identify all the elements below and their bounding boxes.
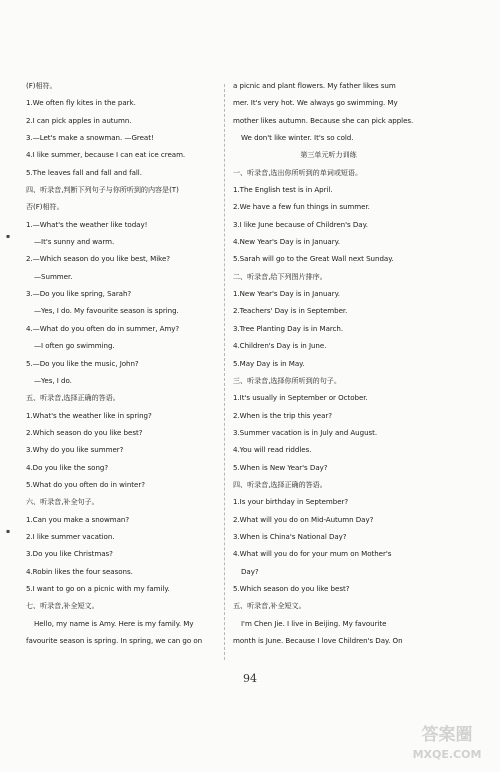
text-line: 3.Summer vacation is in July and August. [233,427,378,437]
section-heading: 五、听录音,补全短文。 [233,601,306,611]
column-divider [224,84,225,660]
text-line: 5.Which season do you like best? [233,583,350,593]
section-heading: 四、听录音,判断下列句子与你所听到的内容是(T) [26,185,179,195]
text-line: favourite season is spring. In spring, we can go on [26,636,203,645]
text-line: (F)相符。 [26,81,57,90]
text-line: 3.—Do you like spring, Sarah? [26,289,132,299]
text-line: 4.New Year's Day is in January. [233,237,340,247]
text-line: 5.I want to go on a picnic with my family. [26,583,170,593]
watermark-bottom-text: MXQE.COM [412,748,482,761]
text-line: 3.I like June because of Children's Day. [233,219,368,229]
text-line: 3.—Let's make a snowman. —Great! [26,133,154,143]
text-line: —Yes, I do. My favourite season is spring. [34,306,179,316]
text-line: 3.When is China's National Day? [233,531,347,541]
text-line: —I often go swimming. [34,341,115,351]
text-line: 3.Why do you like summer? [26,445,124,455]
text-line: I'm Chen Jie. I live in Beijing. My favourite [241,618,387,628]
text-line: 4.—What do you often do in summer, Amy? [26,323,180,333]
text-line: 1.Is your birthday in September? [233,497,349,507]
text-line: 2.Which season do you like best? [26,427,143,437]
watermark-top-text: 答案圈 [421,725,473,745]
binding-mark: ▪ [6,233,11,240]
text-line: 5.What do you often do in winter? [26,479,145,489]
text-line: —It's sunny and warm. [34,237,115,247]
text-line: 1.It's usually in September or October. [233,393,368,403]
text-line: 2.When is the trip this year? [233,410,332,420]
text-line: 2.—Which season do you like best, Mike? [26,254,170,264]
text-line: 4.You will read riddles. [233,445,312,455]
text-line: 4.Children's Day is in June. [233,341,327,351]
text-line: 5.Sarah will go to the Great Wall next Sunday. [233,254,394,264]
text-line: 2.We have a few fun things in summer. [233,202,370,212]
section-heading: 四、听录音,选择正确的答语。 [233,479,327,489]
page-number: 94 [243,672,257,685]
binding-mark: ▪ [6,528,11,535]
text-line: —Yes, I do. [34,375,72,385]
text-line: 2.I can pick apples in autumn. [26,115,132,125]
text-line: 2.I like summer vacation. [26,531,115,541]
text-line: 1.The English test is in April. [233,185,333,195]
section-heading: 三、听录音,选择你所听到的句子。 [233,375,341,385]
text-line: 4.Do you like the song? [26,462,109,472]
text-line: 5.May Day is in May. [233,358,305,368]
text-line: 2.What will you do on Mid-Autumn Day? [233,514,374,524]
section-heading: 五、听录音,选择正确的答语。 [26,393,120,403]
left-column [26,77,218,649]
text-line: 1.We often fly kites in the park. [26,98,136,108]
text-line: 3.Tree Planting Day is in March. [233,323,344,333]
right-column [233,77,424,649]
text-line: 5.—Do you like the music, John? [26,358,139,368]
text-line: 1.—What's the weather like today! [26,219,148,229]
text-line: Day? [241,566,259,576]
text-line: 5.The leaves fall and fall and fall. [26,167,142,177]
text-line: 1.New Year's Day is in January. [233,289,340,299]
text-line: We don't like winter. It's so cold. [241,133,354,143]
text-line: mother likes autumn. Because she can pick apples. [233,115,414,125]
text-line: 4.What will you do for your mum on Mother's [233,549,392,559]
text-line: 1.What's the weather like in spring? [26,410,152,420]
text-line: 5.When is New Year's Day? [233,462,328,472]
text-line: a picnic and plant flowers. My father likes sum [233,81,396,90]
section-heading: 七、听录音,补全短文。 [26,601,99,611]
unit-title: 第三单元听力训练 [300,150,357,160]
section-heading: 一、听录音,选出你所听到的单词或短语。 [233,167,362,177]
text-line: month is June. Because I love Children's Day. On [233,636,403,645]
text-line: 1.Can you make a snowman? [26,514,130,524]
section-heading: 二、听录音,给下列图片排序。 [233,271,327,281]
text-line: 3.Do you like Christmas? [26,549,113,559]
text-line: 2.Teachers' Day is in September. [233,306,348,316]
text-line: mer. It's very hot. We always go swimming. My [233,98,398,108]
section-heading: 六、听录音,补全句子。 [26,497,99,507]
text-line: Hello, my name is Amy. Here is my family. My [34,618,194,628]
watermark-logo [404,718,490,764]
text-line: —Summer. [34,271,73,281]
text-line: 4.Robin likes the four seasons. [26,566,133,576]
text-line: 4.I like summer, because I can eat ice cream. [26,150,186,160]
text-line: 否(F)相符。 [26,202,64,212]
